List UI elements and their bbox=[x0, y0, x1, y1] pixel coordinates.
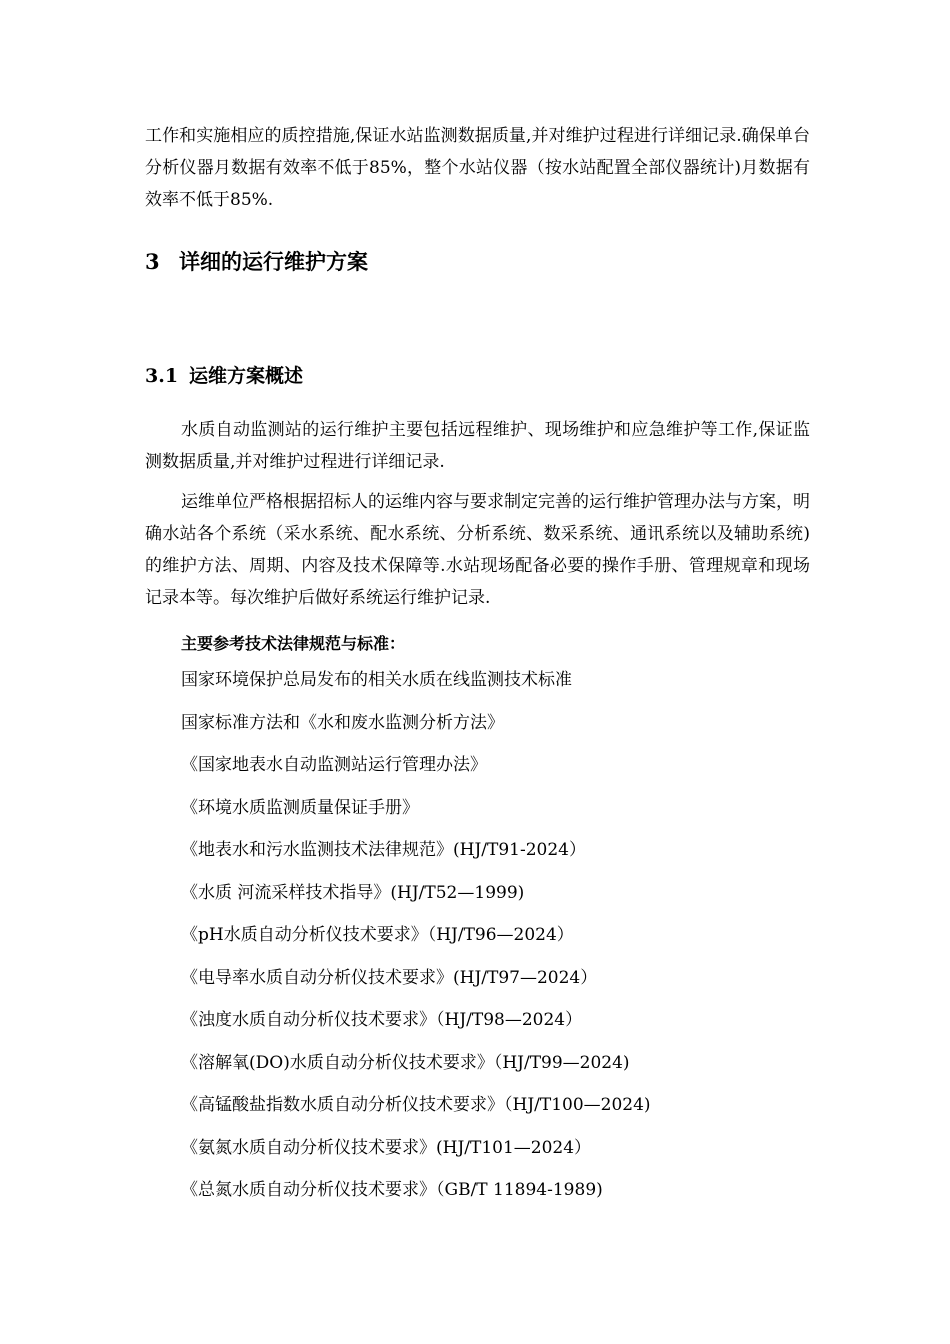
overview-paragraph-2: 运维单位严格根据招标人的运维内容与要求制定完善的运行维护管理办法与方案，明确水站各个系统（采水系统、配水系统、分析系统、数采系统、通讯系统以及辅助系统)的维护方法、周期、内容及技术保障等.水站现场配备必要的操作手册、管理规章和现场记录本等。每次维护后做好系统运行维护记录. bbox=[145, 492, 810, 608]
reference-item: 国家环境保护总局发布的相关水质在线监测技术标准 bbox=[181, 670, 572, 690]
references-list bbox=[145, 670, 810, 1200]
reference-item: 《国家地表水自动监测站运行管理办法》 bbox=[181, 755, 487, 775]
reference-item: 《环境水质监测质量保证手册》 bbox=[181, 797, 419, 818]
reference-item: 《溶解氧(DO)水质自动分析仪技术要求》（HJ/T99—2024) bbox=[181, 1052, 630, 1073]
overview-paragraph-1: 水质自动监测站的运行维护主要包括远程维护、现场维护和应急维护等工作,保证监测数据质量,并对维护过程进行详细记录. bbox=[145, 420, 810, 472]
reference-item: 《总氮水质自动分析仪技术要求》（GB/T 11894-1989) bbox=[181, 1180, 603, 1200]
references-title: 主要参考技术法律规范与标准： bbox=[181, 634, 406, 653]
reference-item: 《pH水质自动分析仪技术要求》（HJ/T96—2024） bbox=[181, 925, 574, 945]
reference-item: 《水质 河流采样技术指导》(HJ/T52—1999) bbox=[181, 882, 525, 903]
section-3-heading bbox=[145, 246, 810, 278]
reference-item: 《浊度水质自动分析仪技术要求》（HJ/T98—2024） bbox=[181, 1010, 583, 1030]
reference-item: 《地表水和污水监测技术法律规范》(HJ/T91-2024） bbox=[181, 840, 586, 860]
intro-paragraph: 工作和实施相应的质控措施,保证水站监测数据质量,并对维护过程进行详细记录.确保单台分析仪器月数据有效率不低于85%，整个水站仪器（按水站配置全部仪器统计)月数据有效率不低于85%. bbox=[145, 126, 810, 210]
reference-item: 国家标准方法和《水和废水监测分析方法》 bbox=[181, 712, 504, 733]
section-3-title: 详细的运行维护方案 bbox=[179, 249, 368, 274]
reference-item: 《氨氮水质自动分析仪技术要求》(HJ/T101—2024） bbox=[181, 1137, 592, 1158]
section-3-1-title: 运维方案概述 bbox=[189, 365, 304, 387]
reference-item: 《高锰酸盐指数水质自动分析仪技术要求》（HJ/T100—2024) bbox=[181, 1095, 651, 1115]
section-3-1-heading bbox=[145, 360, 810, 392]
reference-item: 《电导率水质自动分析仪技术要求》(HJ/T97—2024） bbox=[181, 967, 598, 988]
document-page bbox=[145, 120, 810, 1223]
section-3-1-number: 3.1 bbox=[145, 365, 179, 387]
section-3-number: 3 bbox=[145, 249, 160, 274]
